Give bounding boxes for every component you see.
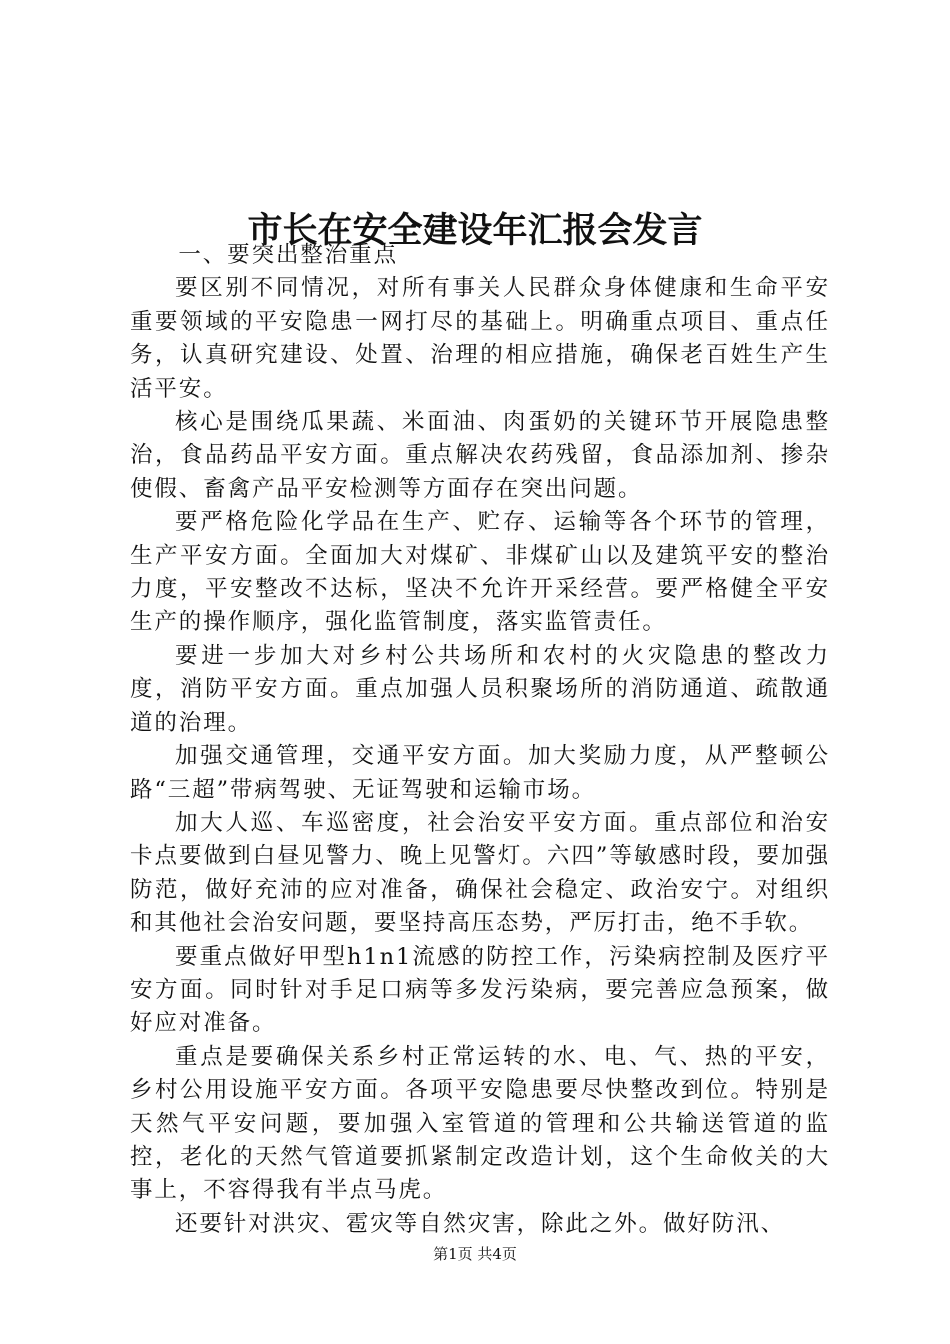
page-footer: 第1页 共4页: [433, 1245, 517, 1263]
paragraph: 加强交通管理，交通平安方面。加大奖励力度，从严整顿公路“三超”带病驾驶、无证驾驶和运输市场。: [130, 743, 830, 803]
paragraph: 要进一步加大对乡村公共场所和农村的火灾隐患的整改力度，消防平安方面。重点加强人员积聚场所的消防通道、疏散通道的治理。: [130, 642, 830, 736]
section-heading: 一、要突出整治重点: [178, 242, 398, 268]
document-body: [130, 239, 830, 1241]
paragraph: 重点是要确保关系乡村正常运转的水、电、气、热的平安，乡村公用设施平安方面。各项平安隐患要尽快整改到位。特别是天然气平安问题，要加强入室管道的管理和公共输送管道的监控，老化的天然气管道要抓紧制定改造计划，这个生命攸关的大事上，不容得我有半点马虎。: [130, 1043, 830, 1204]
paragraph: 核心是围绕瓜果蔬、米面油、肉蛋奶的关键环节开展隐患整治，食品药品平安方面。重点解决农药残留，食品添加剂、掺杂使假、畜禽产品平安检测等方面存在突出问题。: [130, 409, 830, 502]
paragraph: 要区别不同情况，对所有事关人民群众身体健康和生命平安重要领域的平安隐患一网打尽的基础上。明确重点项目、重点任务，认真研究建设、处置、治理的相应措施，确保老百姓生产生活平安。: [130, 275, 830, 402]
paragraph: 要严格危险化学品在生产、贮存、运输等各个环节的管理，生产平安方面。全面加大对煤矿、非煤矿山以及建筑平安的整治力度，平安整改不达标，坚决不允许开采经营。要严格健全平安生产的操作顺序，强化监管制度，落实监管责任。: [130, 509, 830, 636]
paragraph: 加大人巡、车巡密度，社会治安平安方面。重点部位和治安卡点要做到白昼见警力、晚上见警灯。六四”等敏感时段，要加强防范，做好充沛的应对准备，确保社会稳定、政治安宁。对组织和其他社会治安问题，要坚持高压态势，严厉打击，绝不手软。: [130, 809, 830, 937]
paragraph: 要重点做好甲型h1n1流感的防控工作，污染病控制及医疗平安方面。同时针对手足口病等多发污染病，要完善应急预案，做好应对准备。: [130, 943, 830, 1037]
document-title: 市长在安全建设年汇报会发言: [247, 211, 703, 252]
paragraph: 还要针对洪灾、雹灾等自然灾害，除此之外。做好防汛、: [175, 1210, 786, 1237]
